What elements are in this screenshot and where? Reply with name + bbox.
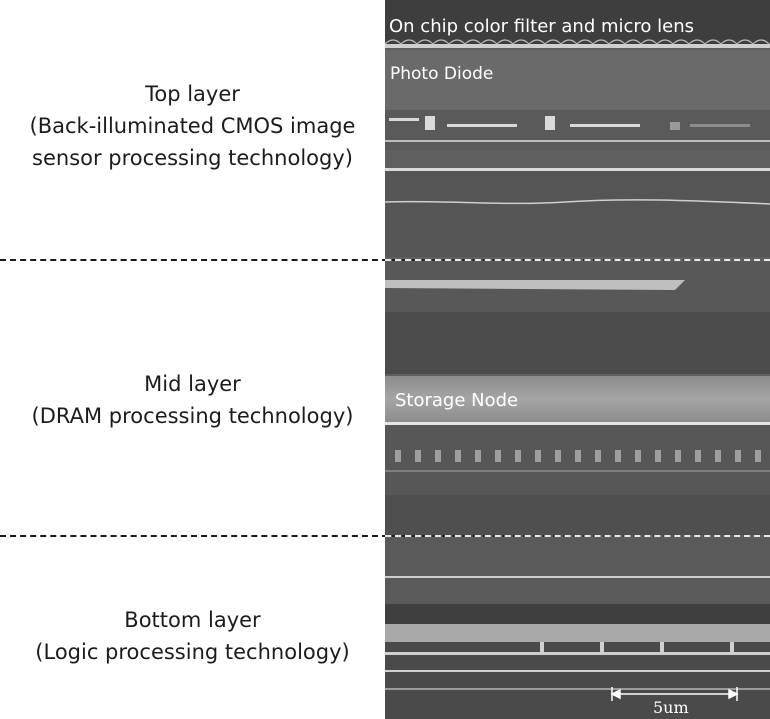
divider-mid-bottom-image	[385, 535, 770, 537]
top-layer-label	[0, 78, 385, 174]
bottom-layer-description: (Logic processing technology)	[35, 640, 350, 664]
storage-node-label: Storage Node	[395, 390, 519, 411]
color-filter-label: On chip color filter and micro lens	[389, 16, 695, 37]
dram-array-detail	[385, 450, 770, 472]
mid-layer-name: Mid layer	[144, 372, 241, 396]
top-wiring-detail	[385, 116, 770, 142]
sem-detail-overlay	[385, 0, 770, 719]
bottom-layer-name: Bottom layer	[124, 608, 261, 632]
mid-layer-label	[0, 368, 385, 432]
bottom-interface-line	[385, 576, 770, 578]
top-layer-description-line2: sensor processing technology)	[32, 146, 353, 170]
divider-top-mid-image	[385, 259, 770, 261]
micro-lens-bumps	[385, 40, 769, 44]
mid-layer-description: (DRAM processing technology)	[31, 404, 354, 428]
sem-cross-section-image	[385, 0, 770, 719]
bottom-layer-label	[0, 604, 385, 668]
scale-bar-label: 5um	[653, 698, 689, 717]
mid-layer-wedge	[385, 280, 685, 290]
top-layer-description: (Back-illuminated CMOS image	[29, 114, 356, 138]
top-interface-line	[385, 200, 770, 204]
top-layer-name: Top layer	[145, 82, 240, 106]
photodiode-label: Photo Diode	[390, 64, 494, 84]
logic-wiring-detail	[385, 642, 770, 690]
